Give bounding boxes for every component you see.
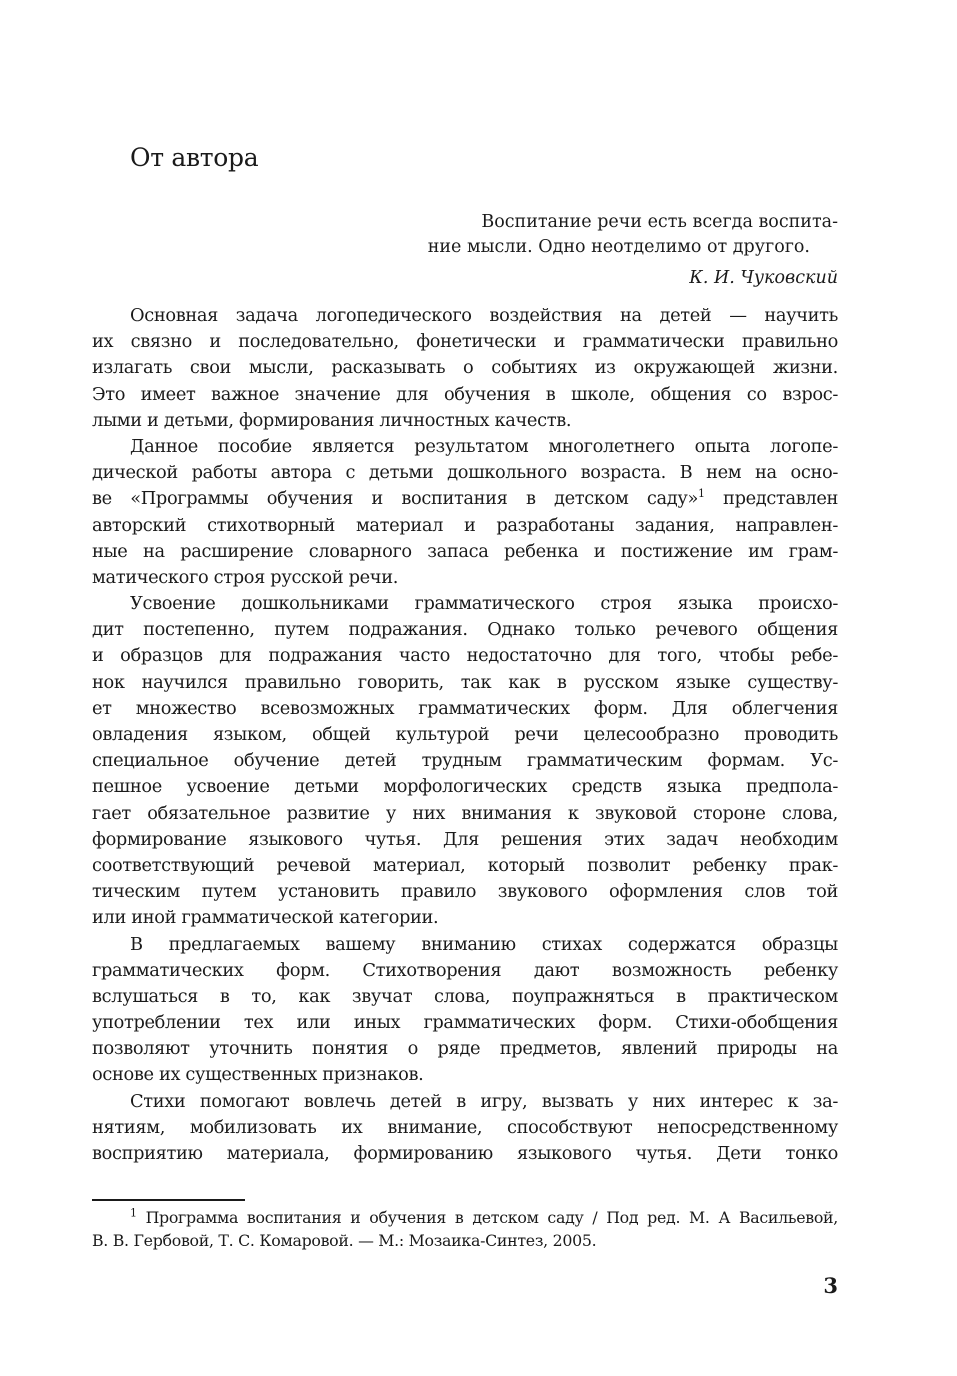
text-line: Это имеет важное значение для обучения в школе, общения со взрос-: [92, 383, 838, 405]
paragraph: [92, 303, 838, 434]
text-line: или иной грамматической категории.: [92, 907, 439, 929]
footnote-reference[interactable]: 1: [698, 487, 705, 501]
text-line: нятиям, мобилизовать их внимание, способствуют непосредственному: [92, 1116, 838, 1138]
page-title: От автора: [130, 143, 259, 172]
text-line: специальное обучение детей трудным грамматическим формам. Ус-: [92, 750, 838, 772]
text-line: основе их существенных признаков.: [92, 1064, 424, 1086]
text-line: Стихи помогают вовлечь детей в игру, вызвать у них интерес к за-: [130, 1090, 838, 1112]
text-line: тическим путем установить правило звукового оформления слов той: [92, 881, 838, 903]
text-line: В предлагаемых вашему вниманию стихах содержатся образцы: [130, 933, 838, 955]
text-line: грамматических форм. Стихотворения дают возможность ребенку: [92, 959, 838, 981]
text-line: лыми и детьми, формирования личностных качеств.: [92, 409, 572, 431]
text-line: гает обязательное развитие у них внимания к звуковой стороне слова,: [92, 802, 838, 824]
text-line: Усвоение дошкольниками грамматического строя языка происхо-: [130, 593, 838, 615]
footnote-marker: 1: [130, 1206, 137, 1220]
text-line: Основная задача логопедического воздействия на детей — научить: [130, 305, 838, 326]
text-line: дической работы автора с детьми дошкольного возраста. В нем на осно-: [92, 462, 838, 484]
text-line: позволяют уточнить понятия о ряде предметов, явлений природы на: [92, 1038, 838, 1060]
text-line: [92, 486, 838, 512]
text-line: нок научился правильно говорить, так как в русском языке существу-: [92, 671, 838, 693]
text-line: ет множество всевозможных грамматических форм. Для облегчения: [92, 697, 838, 719]
footnote-divider: [92, 1199, 245, 1201]
text-line: соответствующий речевой материал, который позволит ребенку прак-: [92, 854, 838, 876]
text-line: ные на расширение словарного запаса ребенка и постижение им грам-: [92, 540, 838, 562]
paragraph: [92, 932, 838, 1089]
text-line: их связно и последовательно, фонетически и грамматически правильно: [92, 331, 838, 353]
paragraph: [92, 1089, 838, 1168]
text-segment: представлен: [704, 488, 838, 510]
text-segment: ве «Программы обучения и воспитания в детском саду»: [92, 488, 698, 510]
text-line: Данное пособие является результатом многолетнего опыта логопе-: [130, 435, 838, 457]
text-line: авторский стихотворный материал и разработаны задания, направлен-: [92, 514, 838, 536]
paragraph: [92, 591, 838, 931]
text-line: восприятию материала, формированию языкового чутья. Дети тонко: [92, 1143, 838, 1164]
text-line: дит постепенно, путем подражания. Однако только речевого общения: [92, 619, 838, 641]
body-text: [92, 303, 838, 1167]
text-line: матического строя русской речи.: [92, 566, 399, 588]
text-line: и образцов для подражания часто недостаточно для того, чтобы ребе-: [92, 645, 838, 667]
footnote-line: В. В. Гербовой, Т. С. Комаровой. — М.: Мозаика-Синтез, 2005.: [92, 1231, 597, 1250]
text-line: формирование языкового чутья. Для решения этих задач необходим: [92, 828, 838, 850]
paragraph: [92, 434, 838, 591]
footnote-text: Программа воспитания и обучения в детском саду / Под ред. М. А Васильевой,: [145, 1208, 838, 1227]
text-line: излагать свои мысли, расказывать о событиях из окружающей жизни.: [92, 357, 838, 379]
text-line: пешное усвоение детьми морфологических средств языка предпола-: [92, 776, 838, 798]
epigraph-author: К. И. Чуковский: [689, 268, 838, 288]
page-number: 3: [823, 1273, 838, 1298]
text-line: вслушаться в то, как звучат слова, поупражняться в практическом: [92, 985, 838, 1007]
epigraph-line: ние мысли. Одно неотделимо от другого.: [427, 237, 810, 257]
text-line: употреблении тех или иных грамматических форм. Стихи-обобщения: [92, 1012, 838, 1034]
footnote-line: [92, 1206, 838, 1229]
epigraph-line: Воспитание речи есть всегда воспита-: [481, 212, 838, 232]
text-line: овладения языком, общей культурой речи целесообразно проводить: [92, 724, 838, 745]
